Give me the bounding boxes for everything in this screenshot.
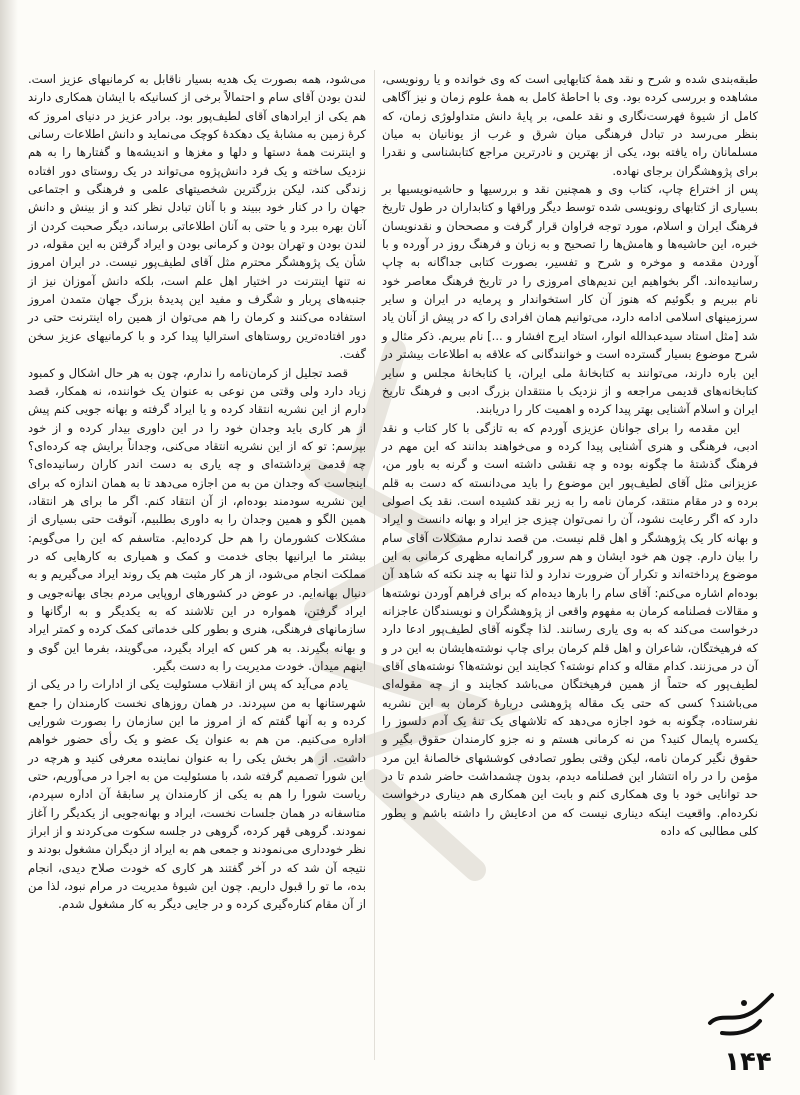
- paragraph: این مقدمه را برای جوانان عزیزی آوردم که به تازگی با کار کتاب و نقد ادبی، فرهنگی و هنری آشنایی پیدا کرده و می‌خواهند بدانند که این مهم در فرهنگ گذشتهٔ ما چگونه بوده و چه نقشی داشته است و گرنه به باور من، عزیزانی مثل آقای لطیف‌پور این موضوع را باید می‌دانسته که دست به قلم برده و در مقام منتقد، کرمان نامه را به زیر نقد کشیده است. نقد یک اصولی دارد که اگر رعایت نشود، آن را نمی‌توان چیزی جز ایراد و بهانه دانست و ایراد و بهانه کار یک پژوهشگر و اهل قلم نیست. من قصد ندارم مشکلات آقای سام را بیان دارم. چون هم خود ایشان و هم سرور گرانمایه مظهری کرمانی به این موضوع پرداخته‌اند و تکرار آن ضرورت ندارد و لذا تنها به چند نکته که شاهد آن بوده‌ام اشاره می‌کنم: آقای سام را بارها دیده‌ام که برای فراهم آوردن نوشته‌ها و مقالات فصلنامه کرمان به مفهوم واقعی از پژوهشگران و نویسندگان عاجزانه درخواست می‌کند که به وی یاری رسانند. لذا چگونه آقای لطیف‌پور ادعا دارد که فرهیختگان، شاعران و اهل قلم کرمان برای چاپ نوشته‌هایشان به این در و آن در می‌زنند. کدام مقاله و کدام نوشته؟ کجایند این نوشته‌ها؟ نوشته‌های آقای لطیف‌پور که حتماً از همین فرهیختگان می‌باشد کجایند و از چه مقوله‌ای می‌باشند؟ کسی که حتی یک مقاله پژوهشی دربارهٔ کرمان به این نشریه نفرستاده، چگونه به خود اجازه می‌دهد که تلاشهای یک تنۀ یک آدم دلسوز را یکسره پایمال کنید؟ من نه کرمانی هستم و نه جزو کارمندان حقوق بگیر و حقوق نگیر کرمان نامه، لیکن وقتی بطور تصادفی کوششهای خالصانهٔ این مرد مؤمن را در راه انتشار این فصلنامه دیدم، بدون چشمداشت حاضر شدم تا در حد توانایی خود با وی همکاری کنم و بابت این همکاری هم دیناری درخواست نکرده‌ام. واقعیت اینکه دیناری نیست که من ادعایش را داشته باشم و بطور کلی مطالبی که داده: [382, 420, 758, 839]
- magazine-logo-kerman: [700, 985, 780, 1045]
- binding-shadow: [0, 0, 18, 1095]
- paragraph: می‌شود، همه بصورت یک هدیه بسیار ناقابل به کرمانیهای عزیز است. لندن بودن آقای سام و احتمالاً برخی از کسانیکه با ایشان همکاری دارند هم یکی از ایرادهای آقای لطیف‌پور بود. برادر عزیز در دنیای امروز که کرهٔ زمین به مشابهٔ یک دهکدهٔ کوچک می‌نماید و دانش اطلاعات رسانی و اینترنت همهٔ دستها و دلها و مغزها و اندیشه‌ها و گفتارها را به هم نزدیک ساخته و یک فرد دانش‌پژوه می‌تواند در یک روستای دور افتاده زندگی کند، لیکن بزرگترین شخصیتهای علمی و فرهنگی و اجتماعی جهان را در کنار خود ببیند و با آنان تبادل نظر کند و از بینش و دانش آنان بهره ببرد و یا حتی به آنان اطلاعاتی برساند، دیگر صحبت کردن از لندن بودن و تهران بودن و کرمانی بودن و ایراد گرفتن به این مقوله، در شأن یک پژوهشگر محترم مثل آقای لطیف‌پور نیست. در ایران امروز نه تنها اینترنت در اختیار اهل علم است، بلکه دانش آموزان نیز از جنبه‌های پربار و شگرف و مفید این پدیدهٔ بزرگ جهان متمدن امروز استفاده می‌کنند و کرمان را هم می‌توان از همین راه اینترنت حتی در دور افتاده‌ترین روستاهای استرالیا پیدا کرد و با کرمانیهای عزیز سخن گفت.: [28, 72, 366, 362]
- column-divider: [374, 70, 375, 1060]
- paragraph: طبقه‌بندی شده و شرح و نقد همهٔ کتابهایی است که وی خوانده و یا رونویسی، مشاهده و بررسی کرده بود. وی با احاطهٔ کامل به همهٔ علوم زمان و نیز آگاهی کامل از شیوهٔ فهرست‌نگاری و نقد علمی، بر پایهٔ دانش متداولوژی زمان، که بنظر می‌رسد در تبادل فرهنگی میان شرق و غرب از یونانیان به میان مسلمانان راه یافته بود، یکی از بهترین و نادرترین مراجع کتابشناسی و نقدرا برای پژوهشگران برجای نهاده.: [382, 72, 758, 178]
- paragraph: پس از اختراع چاپ، کتاب وی و همچنین نقد و بررسیها و حاشیه‌نویسیها بر بسیاری از کتابهای رونویسی شده توسط دیگر وراقها و کتابداران در طول تاریخ فرهنگ ایران و اسلام، مورد توجه فراوان قرار گرفت و مصححان و نقدنویسان خبره، این حاشیه‌ها و هامش‌ها را تصحیح و به زبان و فرهنگ روز در آورده و با آوردن مقدمه و موخره و شرح و تفسیر، بصورت کتابی جداگانه به چاپ رسانیده‌اند. اگر بخواهیم این ندیم‌های امروزی را در تاریخ فرهنگ معاصر خود نام ببریم و بگوئیم که هنوز آن کار استخواندار و پرمایه در ایران و سایر سرزمینهای اسلامی ادامه دارد، می‌توانیم همان افرادی را که در پیش از آنان یاد شد [مثل استاد سیدعبدالله انوار، استاد ایرج افشار و ...] نام ببریم. ذکر مثال و شرح موضوع بسیار گسترده است و خوانندگانی که علاقه به اطلاعات بیشتر در این باره دارند، می‌توانند به کتابخانهٔ ملی ایران، یا کتابخانهٔ مجلس و سایر کتابخانه‌های قدیمی مراجعه و از نزدیک با منتقدان بزرگ ادبی و فرهنگ تاریخ ایران و اسلام آشنایی بهتر پیدا کرده و اهمیت کار را دریابند.: [382, 182, 758, 417]
- right-column: [382, 70, 758, 840]
- paragraph: قصد تجلیل از کرمان‌نامه را ندارم، چون به هر حال اشکال و کمبود زیاد دارد ولی وقتی من نوعی به عنوان یک خواننده، نه همکار، قصد دارم از این نشریه انتقاد کرده و یا ایراد گرفته و بهانه جویی کنم پیش از هر کاری باید وجدان خود را در این داوری بیدار کرده و از خود بپرسم: تو که از این نشریه انتقاد می‌کنی، وجداناً برایش چه کرده‌ای؟ چه قدمی برداشته‌ای و چه یاری به دست اندر کاران رسانیده‌ای؟ اینجاست که وجدان من به من اجازه می‌دهد تا به همان اندازه که برای این نشریه سودمند بوده‌ام، از آن انتقاد کنم. اگر ما برای هر انتقاد، همین الگو و همین وجدان را به داوری بطلبیم، آنوقت حتی بسیاری از مشکلات کشورمان را هم حل کرده‌ایم. متاسفم که این را می‌گویم: بیشتر ما ایرانیها بجای خدمت و کمک و همیاری به کارهایی که در مملکت انجام می‌شود، از هر کار مثبت هم یک روند ایراد می‌گیریم و به دنبال بهانه‌ایم. در عوض در کشورهای اروپایی مردم بجای بهانه‌جویی و ایراد گرفتن، همواره در این تلاشند که به یکدیگر و به ارگانها و سازمانهای فرهنگی، هنری و بطور کلی خدماتی کمک کرده و کمتر ایراد و بهانه بگیرند. به هر کس که ایراد بگیرد، می‌گویند، بفرما این گوی و اینهم میدان. خودت مدیریت را به دست بگیر.: [28, 365, 366, 673]
- paragraph: یادم می‌آید که پس از انقلاب مسئولیت یکی از ادارات را در یکی از شهرستانها به من سپردند. در همان روزهای نخست کارمندان را جمع کرده و به آنها گفتم که از امروز ما این سازمان را بصورت شورایی اداره می‌کنیم. من هم به عنوان یک عضو و یک رأی حضور خواهم داشت. از هر بخش یکی را به عنوان نماینده معرفی کنید و هرچه در این شورا تصمیم گرفته شد، با مسئولیت من به اجرا در می‌آوریم، حتی ریاست شورا را هم به یکی از کارمندان پر سابقهٔ آن اداره سپردم، متاسفانه در همان جلسات نخست، ایراد و بهانه‌جویی از یکدیگر را آغاز نمودند. گروهی قهر کرده، گروهی در جلسه سکوت می‌کردند و از ابراز نظر خودداری می‌نمودند و جمعی هم به ایراد از دیگران مشغول بودند و نتیجه آن شد که در آخر گفتند هر کاری که خودت صلاح دیدی، انجام بده، ما تو را قبول داریم. چون این شیوهٔ مدیریت در مرام نبود، لذا من از آن مقام کناره‌گیری کرده و در جایی دیگر به کار مشغول شدم.: [28, 677, 366, 912]
- page-number: ۱۴۴: [724, 1047, 772, 1077]
- left-column: [28, 70, 366, 914]
